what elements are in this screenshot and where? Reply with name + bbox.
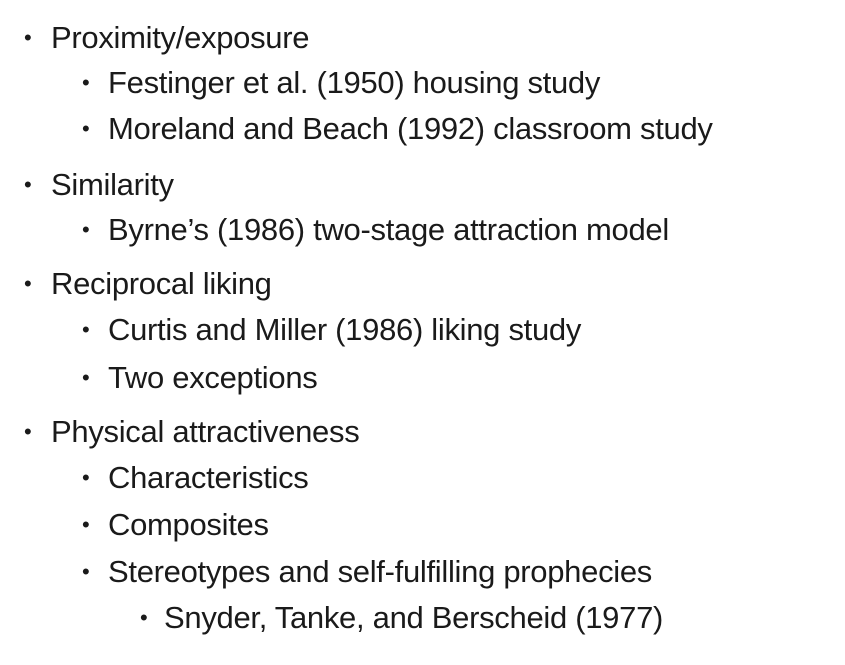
outline-item-text: Similarity <box>51 167 174 202</box>
bullet-icon: • <box>24 419 32 444</box>
bullet-icon: • <box>82 512 90 537</box>
outline-item-text: Snyder, Tanke, and Berscheid (1977) <box>164 600 664 635</box>
bullet-icon: • <box>82 116 90 141</box>
outline-item-text: Byrne’s (1986) two-stage attraction model <box>108 212 669 247</box>
bullet-icon: • <box>82 559 90 584</box>
outline-item-text: Physical attractiveness <box>51 414 360 449</box>
bullet-icon: • <box>82 365 90 390</box>
bullet-icon: • <box>24 172 32 197</box>
outline-item-text: Curtis and Miller (1986) liking study <box>108 312 582 347</box>
outline-item-text: Proximity/exposure <box>51 20 310 55</box>
outline-item-text: Characteristics <box>108 460 309 495</box>
outline-item-text: Stereotypes and self-fulfilling prophecies <box>108 554 652 589</box>
bullet-icon: • <box>82 317 90 342</box>
outline-item-text: Reciprocal liking <box>51 266 272 301</box>
bullet-icon: • <box>82 217 90 242</box>
outline-item-text: Two exceptions <box>108 360 318 395</box>
bullet-icon: • <box>24 271 32 296</box>
outline-item-text: Festinger et al. (1950) housing study <box>108 65 601 100</box>
outline-item-text: Moreland and Beach (1992) classroom study <box>108 111 713 146</box>
bullet-icon: • <box>140 605 148 630</box>
bullet-icon: • <box>82 70 90 95</box>
bullet-icon: • <box>82 465 90 490</box>
outline-item-text: Composites <box>108 507 269 542</box>
bullet-icon: • <box>24 25 32 50</box>
